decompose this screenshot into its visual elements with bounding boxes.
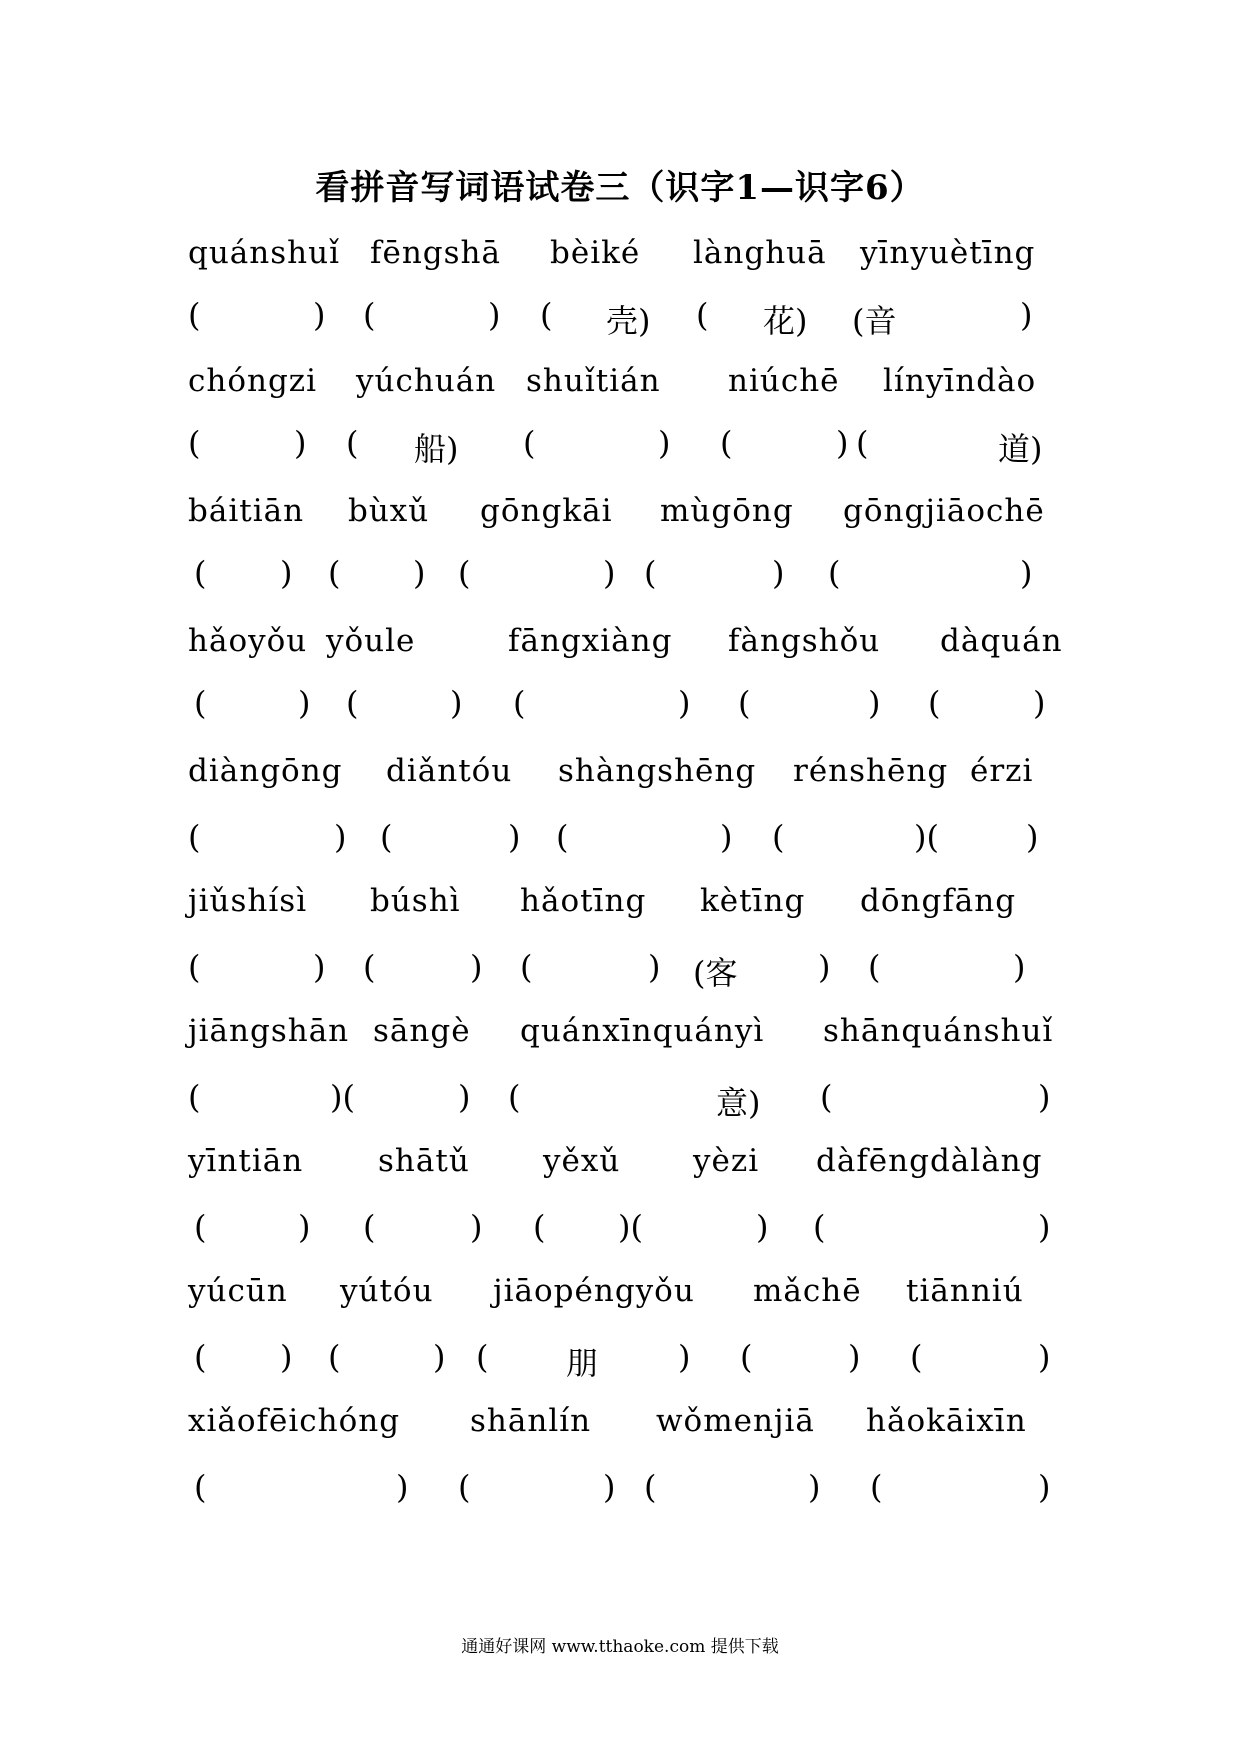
answer-blank[interactable]: )	[508, 818, 521, 856]
answer-blank[interactable]: )	[470, 948, 483, 986]
answer-row-9	[188, 1338, 1051, 1382]
answer-blank[interactable]: (	[856, 424, 869, 462]
pinyin-word: dàquán	[940, 623, 1063, 659]
pinyin-row-8	[188, 1143, 1050, 1183]
answer-blank[interactable]: (	[644, 1468, 657, 1506]
pinyin-word: yèzi	[693, 1143, 760, 1179]
pinyin-word: quánshuǐ	[188, 235, 341, 271]
answer-row-8	[188, 1208, 1050, 1248]
answer-blank[interactable]: (	[533, 1208, 546, 1246]
answer-blank[interactable]: (	[328, 554, 341, 592]
answer-hint: 朋	[566, 1344, 599, 1382]
answer-blank[interactable]: )	[1038, 1208, 1051, 1246]
answer-blank[interactable]: (	[188, 424, 201, 462]
answer-row-3	[188, 554, 1050, 594]
pinyin-word: shātǔ	[378, 1143, 470, 1179]
pinyin-word: hǎoyǒu	[188, 623, 308, 659]
answer-blank[interactable]: (	[644, 554, 657, 592]
pinyin-word: dàfēngdàlàng	[816, 1143, 1043, 1179]
answer-blank[interactable]: )	[298, 684, 311, 722]
pinyin-row-9	[188, 1273, 1050, 1313]
pinyin-row-1	[188, 235, 1050, 275]
answer-blank[interactable]: )	[450, 684, 463, 722]
pinyin-word: tiānniú	[906, 1273, 1024, 1309]
answer-blank[interactable]: )	[1026, 818, 1039, 856]
answer-blank[interactable]: (	[346, 424, 359, 462]
answer-blank[interactable]: )	[848, 1338, 861, 1376]
answer-blank[interactable]: (	[363, 1208, 376, 1246]
pinyin-word: línyīndào	[883, 363, 1037, 399]
pinyin-word: hǎotīng	[520, 883, 647, 919]
pinyin-word: shàngshēng	[558, 753, 757, 789]
answer-row-7	[188, 1078, 1051, 1122]
answer-blank[interactable]: )	[470, 1208, 483, 1246]
pinyin-word: jiǔshísì	[188, 883, 308, 919]
answer-blank[interactable]: (	[458, 1468, 471, 1506]
answer-blank[interactable]: (	[868, 948, 881, 986]
answer-blank[interactable]: )	[433, 1338, 446, 1376]
answer-blank[interactable]: (	[870, 1468, 883, 1506]
answer-blank[interactable]: (	[820, 1078, 833, 1116]
answer-blank[interactable]: )(	[330, 1078, 355, 1116]
pinyin-word: kètīng	[700, 883, 806, 919]
answer-row-4	[188, 684, 1050, 724]
answer-blank[interactable]: )	[818, 948, 831, 986]
answer-blank[interactable]: (	[513, 684, 526, 722]
pinyin-row-2	[188, 363, 1050, 403]
answer-blank[interactable]: (	[188, 818, 201, 856]
answer-hint: (音	[852, 302, 897, 340]
answer-blank[interactable]: )	[1013, 948, 1026, 986]
answer-hint: 船)	[414, 430, 459, 468]
pinyin-word: mùgōng	[660, 493, 794, 529]
answer-row-1	[188, 296, 1050, 340]
answer-blank[interactable]: (	[910, 1338, 923, 1376]
answer-blank[interactable]: (	[520, 948, 533, 986]
answer-blank[interactable]: (	[188, 1078, 201, 1116]
answer-blank[interactable]: )	[1033, 684, 1046, 722]
page-title: 看拼音写词语试卷三（识字1—识字6）	[315, 168, 925, 208]
answer-blank[interactable]: (	[828, 554, 841, 592]
answer-blank[interactable]: )	[603, 554, 616, 592]
pinyin-word: yǒule	[326, 623, 416, 659]
answer-hint: 道)	[998, 430, 1043, 468]
pinyin-word: fēngshā	[370, 235, 501, 271]
pinyin-word: shānlín	[470, 1403, 592, 1439]
answer-hint: 壳)	[606, 302, 651, 340]
pinyin-word: shuǐtián	[526, 363, 661, 399]
answer-blank[interactable]: (	[508, 1078, 521, 1116]
answer-blank[interactable]: )	[396, 1468, 409, 1506]
pinyin-word: shānquánshuǐ	[823, 1013, 1054, 1049]
answer-blank[interactable]: (	[194, 1208, 207, 1246]
pinyin-word: yīntiān	[188, 1143, 304, 1179]
pinyin-word: fàngshǒu	[728, 623, 881, 659]
answer-blank[interactable]: (	[194, 1338, 207, 1376]
answer-blank[interactable]: (	[346, 684, 359, 722]
pinyin-word: chóngzi	[188, 363, 318, 399]
answer-blank[interactable]: (	[458, 554, 471, 592]
pinyin-word: gōngjiāochē	[843, 493, 1045, 529]
pinyin-row-5	[188, 753, 1050, 793]
answer-blank[interactable]: (	[772, 818, 785, 856]
pinyin-word: sāngè	[373, 1013, 471, 1049]
answer-blank[interactable]: (	[928, 684, 941, 722]
answer-blank[interactable]: )	[808, 1468, 821, 1506]
pinyin-word: fāngxiàng	[508, 623, 673, 659]
answer-blank[interactable]: (	[194, 684, 207, 722]
answer-blank[interactable]: )	[280, 1338, 293, 1376]
pinyin-word: wǒmenjiā	[656, 1403, 815, 1439]
answer-blank[interactable]: (	[328, 1338, 341, 1376]
answer-blank[interactable]: (	[380, 818, 393, 856]
pinyin-word: báitiān	[188, 493, 305, 529]
pinyin-word: quánxīnquányì	[520, 1013, 765, 1049]
pinyin-word: bùxǔ	[348, 493, 430, 529]
pinyin-row-10	[188, 1403, 1050, 1443]
pinyin-word: yútóu	[340, 1273, 434, 1309]
pinyin-word: xiǎofēichóng	[188, 1403, 401, 1439]
answer-blank[interactable]: )	[488, 296, 501, 334]
answer-blank[interactable]: (	[738, 684, 751, 722]
answer-blank[interactable]: )	[1038, 1468, 1051, 1506]
answer-blank[interactable]: (	[188, 296, 201, 334]
pinyin-row-6	[188, 883, 1050, 923]
answer-blank[interactable]: )	[772, 554, 785, 592]
answer-blank[interactable]: (	[523, 424, 536, 462]
pinyin-word: jiāopéngyǒu	[493, 1273, 695, 1309]
answer-blank[interactable]: )	[1020, 296, 1033, 334]
answer-blank[interactable]: (	[194, 1468, 207, 1506]
answer-blank[interactable]: )	[413, 554, 426, 592]
pinyin-word: diǎntóu	[386, 753, 513, 789]
pinyin-word: yěxǔ	[543, 1143, 621, 1179]
answer-blank[interactable]: )	[678, 684, 691, 722]
pinyin-word: lànghuā	[693, 235, 827, 271]
answer-blank[interactable]: )	[868, 684, 881, 722]
pinyin-word: jiāngshān	[188, 1013, 350, 1049]
answer-blank[interactable]: )	[648, 948, 661, 986]
answer-hint: 意)	[716, 1084, 761, 1122]
answer-blank[interactable]: )	[1038, 1338, 1051, 1376]
answer-blank[interactable]: )	[678, 1338, 691, 1376]
answer-blank[interactable]: )	[658, 424, 671, 462]
pinyin-word: mǎchē	[753, 1273, 862, 1309]
answer-blank[interactable]: )	[603, 1468, 616, 1506]
answer-blank[interactable]: )	[298, 1208, 311, 1246]
pinyin-word: rénshēng	[793, 753, 949, 789]
answer-blank[interactable]: )	[1020, 554, 1033, 592]
pinyin-word: bèiké	[550, 235, 641, 271]
answer-row-10	[188, 1468, 1050, 1508]
answer-blank[interactable]: )	[294, 424, 307, 462]
answer-blank[interactable]: )	[458, 1078, 471, 1116]
pinyin-word: yīnyuètīng	[860, 235, 1036, 271]
answer-blank[interactable]: )	[313, 296, 326, 334]
pinyin-word: yúchuán	[356, 363, 497, 399]
footer-credit: 通通好课网 www.tthaoke.com 提供下载	[461, 1637, 779, 1657]
answer-blank[interactable]: )	[836, 424, 849, 462]
answer-blank[interactable]: (	[556, 818, 569, 856]
answer-blank[interactable]: (	[476, 1338, 489, 1376]
pinyin-row-4	[188, 623, 1063, 663]
answer-blank[interactable]: (	[194, 554, 207, 592]
answer-blank[interactable]: )	[1038, 1078, 1051, 1116]
answer-blank[interactable]: )	[334, 818, 347, 856]
pinyin-row-3	[188, 493, 1050, 533]
pinyin-word: dōngfāng	[860, 883, 1017, 919]
pinyin-word: yúcūn	[188, 1273, 288, 1309]
answer-blank[interactable]: )	[720, 818, 733, 856]
pinyin-word: hǎokāixīn	[866, 1403, 1027, 1439]
answer-hint: (客	[693, 954, 738, 992]
pinyin-word: érzi	[970, 753, 1034, 789]
answer-blank[interactable]: )	[280, 554, 293, 592]
answer-blank[interactable]: )(	[914, 818, 939, 856]
answer-blank[interactable]: (	[813, 1208, 826, 1246]
pinyin-word: niúchē	[728, 363, 840, 399]
answer-blank[interactable]: (	[363, 296, 376, 334]
answer-blank[interactable]: (	[740, 1338, 753, 1376]
answer-blank[interactable]: )	[756, 1208, 769, 1246]
answer-row-5	[188, 818, 1050, 858]
answer-blank[interactable]: (	[696, 296, 709, 334]
answer-blank[interactable]: (	[720, 424, 733, 462]
answer-blank[interactable]: (	[363, 948, 376, 986]
pinyin-word: diàngōng	[188, 753, 343, 789]
answer-blank[interactable]: )(	[618, 1208, 643, 1246]
pinyin-word: búshì	[370, 883, 461, 919]
answer-blank[interactable]: (	[188, 948, 201, 986]
answer-hint: 花)	[763, 302, 808, 340]
answer-row-2	[188, 424, 1050, 468]
answer-blank[interactable]: (	[540, 296, 553, 334]
pinyin-row-7	[188, 1013, 1054, 1053]
pinyin-word: gōngkāi	[480, 493, 613, 529]
answer-row-6	[188, 948, 1050, 992]
answer-blank[interactable]: )	[313, 948, 326, 986]
